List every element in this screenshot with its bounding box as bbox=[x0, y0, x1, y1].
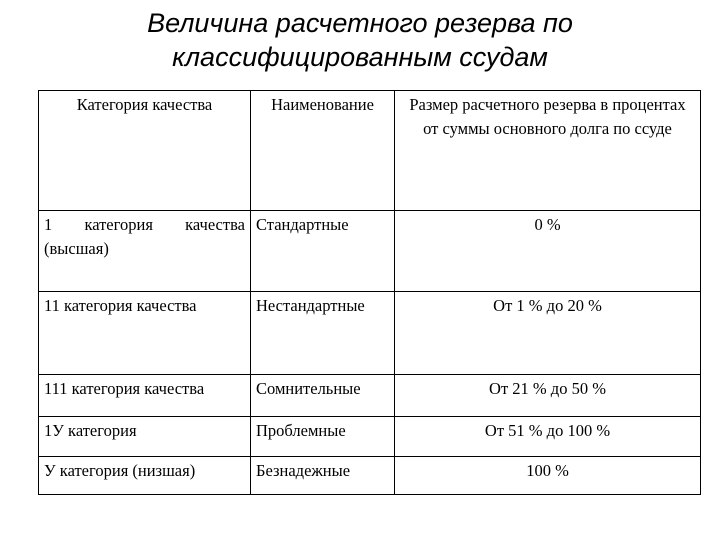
cell-name: Сомнительные bbox=[251, 375, 395, 417]
cell-category: У категория (низшая) bbox=[39, 457, 251, 495]
table-row bbox=[39, 211, 701, 292]
cell-name: Стандартные bbox=[251, 211, 395, 292]
cell-reserve: 0 % bbox=[395, 211, 701, 292]
table-row bbox=[39, 375, 701, 417]
cell-reserve: От 21 % до 50 % bbox=[395, 375, 701, 417]
cell-category: 1У категория bbox=[39, 417, 251, 457]
page-title bbox=[0, 6, 720, 74]
cell-category: 111 категория качества bbox=[39, 375, 251, 417]
cell-category: 1 категория качества (высшая) bbox=[39, 211, 251, 292]
cell-reserve: 100 % bbox=[395, 457, 701, 495]
table-row bbox=[39, 292, 701, 375]
cell-name: Нестандартные bbox=[251, 292, 395, 375]
header-category: Категория качества bbox=[39, 91, 251, 211]
cell-name: Проблемные bbox=[251, 417, 395, 457]
cell-name: Безнадежные bbox=[251, 457, 395, 495]
table-row bbox=[39, 417, 701, 457]
header-name: Наименование bbox=[251, 91, 395, 211]
title-line-2: классифицированным ссудам bbox=[172, 42, 548, 72]
table-row bbox=[39, 457, 701, 495]
table-header-row bbox=[39, 91, 701, 211]
header-reserve: Размер расчетного резерва в процентах от суммы основного долга по ссуде bbox=[395, 91, 701, 211]
title-line-1: Величина расчетного резерва по bbox=[147, 8, 573, 38]
cell-reserve: От 1 % до 20 % bbox=[395, 292, 701, 375]
cell-reserve: От 51 % до 100 % bbox=[395, 417, 701, 457]
cell-category: 11 категория качества bbox=[39, 292, 251, 375]
reserve-table bbox=[38, 90, 701, 495]
